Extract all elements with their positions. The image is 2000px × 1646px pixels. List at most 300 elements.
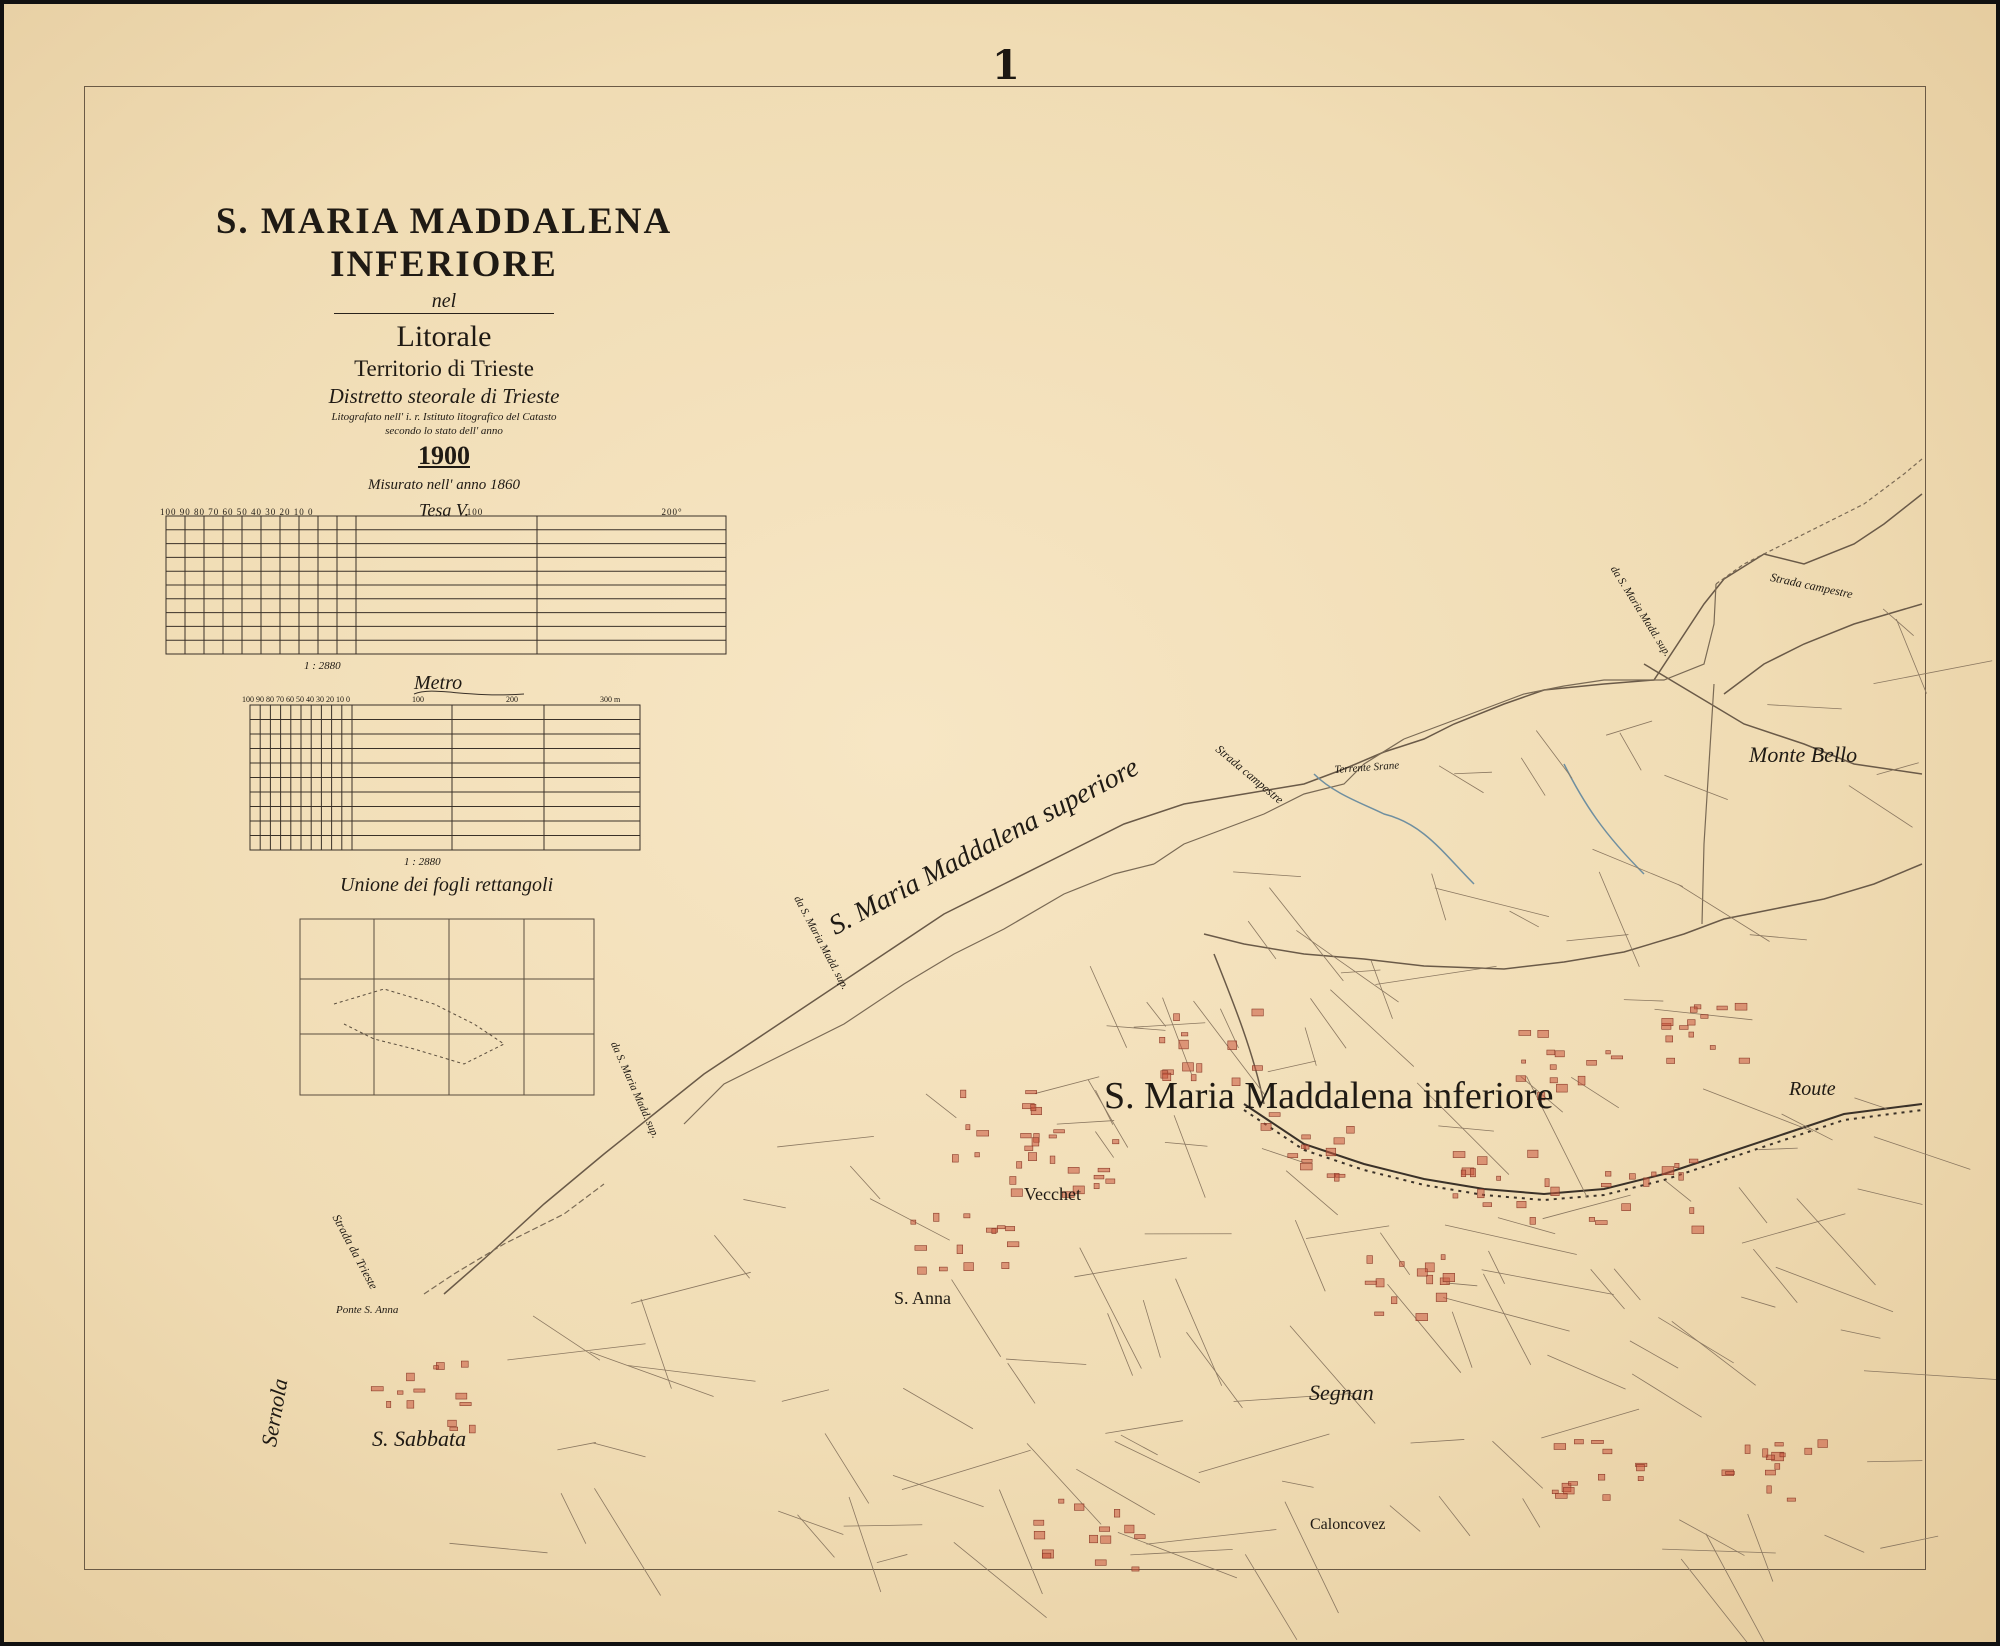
building xyxy=(957,1245,963,1254)
parcel-line xyxy=(1306,1226,1389,1239)
parcel-line xyxy=(798,1515,835,1558)
place-s-anna: S. Anna xyxy=(894,1288,952,1308)
parcel-line xyxy=(825,1433,869,1503)
road-to-sup-1: da S. Maria Madd. sup. xyxy=(1607,564,1674,659)
parcel-line xyxy=(1488,1251,1504,1284)
building xyxy=(939,1267,947,1271)
building xyxy=(1113,1140,1119,1144)
building xyxy=(960,1090,965,1098)
metro-scale-label: Metro xyxy=(414,672,463,694)
tesa-tick: 50 xyxy=(236,507,248,517)
parcel-line xyxy=(1330,990,1413,1067)
building xyxy=(1094,1183,1099,1188)
parcel-line xyxy=(1174,1115,1205,1197)
title-state-note: secondo lo stato dell' anno xyxy=(385,425,503,437)
metro-tick: 90 xyxy=(256,695,264,704)
building xyxy=(414,1389,425,1392)
parcel-line xyxy=(1521,758,1545,796)
parcel-line xyxy=(1492,1441,1542,1488)
building xyxy=(1519,1030,1531,1035)
building xyxy=(1470,1169,1475,1177)
parcel-line xyxy=(1741,1297,1775,1307)
building xyxy=(1763,1449,1768,1457)
road-strada-trieste: Strada da Trieste xyxy=(329,1212,381,1292)
road-strada-campestre-1: Strada campestre xyxy=(1769,570,1855,602)
parcel-line xyxy=(1282,1481,1314,1487)
parcel-line xyxy=(1681,1559,1757,1642)
parcel-line xyxy=(1176,1279,1222,1386)
parcel-line xyxy=(1742,1214,1845,1243)
parcel-line xyxy=(1624,1000,1663,1001)
tesa-tick: 70 xyxy=(208,507,220,517)
parcel-line xyxy=(1566,935,1628,941)
building xyxy=(1417,1269,1427,1276)
parcel-line xyxy=(1121,1435,1158,1455)
building xyxy=(1568,1482,1577,1486)
building xyxy=(1099,1527,1109,1532)
building xyxy=(1025,1146,1033,1151)
parcel-line xyxy=(1438,1126,1494,1131)
building xyxy=(1622,1204,1631,1211)
parcel-line xyxy=(1165,1142,1208,1146)
building xyxy=(1453,1194,1458,1198)
parcel-line xyxy=(631,1272,751,1303)
parcel-line xyxy=(714,1235,749,1278)
building xyxy=(1690,1208,1694,1214)
road-to-sup-2: da S. Maria Madd. sup. xyxy=(791,894,851,992)
building xyxy=(1550,1065,1556,1070)
building xyxy=(469,1425,475,1433)
building xyxy=(1578,1076,1585,1085)
building xyxy=(964,1214,970,1218)
building xyxy=(1034,1531,1045,1539)
parcel-line xyxy=(954,1542,1047,1617)
building xyxy=(1376,1279,1384,1287)
building xyxy=(1011,1189,1022,1197)
metro-tick: 80 xyxy=(266,695,274,704)
building xyxy=(1334,1138,1344,1144)
building xyxy=(1522,1060,1526,1063)
building xyxy=(1652,1172,1656,1176)
parcel-line xyxy=(1057,1121,1114,1125)
building xyxy=(1692,1226,1704,1233)
building xyxy=(1767,1486,1771,1493)
parcel-line xyxy=(1664,775,1727,799)
parcel-line xyxy=(1750,935,1807,940)
parcel-line xyxy=(561,1493,586,1543)
building xyxy=(1031,1104,1036,1110)
parcel-line xyxy=(1483,1274,1530,1365)
building xyxy=(1028,1153,1036,1161)
parcel-line xyxy=(1248,921,1276,959)
parcel-line xyxy=(1443,1297,1569,1331)
parcel-line xyxy=(743,1199,785,1207)
place-segnan: Segnan xyxy=(1309,1380,1374,1405)
parcel-line xyxy=(1027,1443,1101,1524)
building xyxy=(1074,1504,1084,1510)
metro-tick: 10 xyxy=(336,695,344,704)
parcel-line xyxy=(1390,1506,1420,1532)
building xyxy=(1302,1135,1311,1139)
building xyxy=(1662,1018,1673,1025)
parcel-line xyxy=(1739,1187,1767,1223)
building xyxy=(1477,1157,1487,1165)
parcel-line xyxy=(1630,1341,1678,1368)
tesa-tick: 20 xyxy=(279,507,291,517)
parcel-line xyxy=(1035,1077,1099,1094)
building xyxy=(1114,1509,1119,1517)
parcel-line xyxy=(1310,998,1346,1048)
tesa-tick: 100 xyxy=(466,507,484,517)
building xyxy=(1554,1444,1566,1450)
building xyxy=(1667,1058,1675,1063)
parcel-line xyxy=(1753,1249,1797,1303)
building xyxy=(1556,1084,1567,1092)
tesa-tick-labels xyxy=(160,507,683,517)
metro-tick: 100 xyxy=(412,695,424,704)
building xyxy=(1181,1033,1188,1036)
parcel-line xyxy=(533,1316,600,1360)
parcel-line xyxy=(1375,966,1496,984)
building xyxy=(992,1229,996,1234)
building xyxy=(1026,1090,1037,1093)
building xyxy=(1095,1560,1106,1565)
building xyxy=(456,1393,467,1399)
building xyxy=(1679,1173,1684,1181)
building xyxy=(933,1213,938,1221)
place-route: Route xyxy=(1789,1078,1836,1100)
building xyxy=(1017,1162,1022,1169)
building xyxy=(1032,1138,1039,1146)
parcel-line xyxy=(1268,1061,1316,1072)
metro-scale-ratio: 1 : 2880 xyxy=(404,856,441,868)
parcel-line xyxy=(1305,1027,1316,1065)
building xyxy=(1765,1470,1775,1475)
building xyxy=(1098,1168,1110,1172)
building xyxy=(1326,1148,1336,1156)
building xyxy=(1595,1221,1607,1225)
building xyxy=(1228,1041,1237,1050)
parcel-line xyxy=(1874,661,1993,684)
building xyxy=(918,1267,927,1274)
parcel-line xyxy=(1606,721,1652,735)
parcel-line xyxy=(1380,1233,1409,1275)
building xyxy=(1710,1045,1715,1049)
parcel-line xyxy=(1864,1371,1996,1380)
building xyxy=(1574,1440,1583,1444)
building xyxy=(1094,1175,1104,1179)
parcel-line xyxy=(1146,1529,1276,1544)
building xyxy=(1049,1135,1056,1138)
parcel-line xyxy=(1095,1132,1113,1158)
road-to-sup-3: da S. Maria Madd. sup. xyxy=(608,1040,662,1141)
building xyxy=(915,1246,927,1251)
place-inferiore: S. Maria Maddalena inferiore xyxy=(1104,1075,1554,1117)
building xyxy=(387,1401,391,1407)
building xyxy=(1132,1567,1139,1571)
building xyxy=(434,1366,439,1369)
building xyxy=(1304,1145,1309,1149)
parcel-line xyxy=(844,1525,923,1526)
building xyxy=(1089,1535,1097,1543)
tesa-tick: 200° xyxy=(661,507,683,517)
parcel-line xyxy=(1445,1225,1577,1254)
building xyxy=(1555,1051,1564,1057)
building xyxy=(1545,1179,1549,1187)
building xyxy=(1735,1003,1747,1010)
building xyxy=(1050,1156,1055,1163)
building xyxy=(1179,1040,1188,1049)
building xyxy=(1302,1159,1312,1162)
parcel-line xyxy=(1290,1326,1375,1424)
building xyxy=(1483,1203,1492,1207)
building xyxy=(1675,1163,1679,1167)
parcel-line xyxy=(1776,1267,1893,1311)
building xyxy=(1606,1051,1611,1054)
parcel-line xyxy=(902,1450,1031,1489)
parcel-line xyxy=(1854,1098,1886,1109)
parcel-line xyxy=(594,1488,660,1595)
building xyxy=(1662,1167,1674,1175)
parcel-line xyxy=(1435,888,1549,917)
parcel-line xyxy=(1090,966,1127,1048)
parcel-line xyxy=(1867,1461,1922,1462)
parcel-line xyxy=(1672,1321,1756,1385)
metro-tick: 60 xyxy=(286,695,294,704)
building xyxy=(1461,1170,1466,1177)
building xyxy=(1174,1014,1180,1021)
parcel-line xyxy=(557,1442,595,1449)
parcel-line xyxy=(1186,1332,1242,1408)
metro-tick: 20 xyxy=(326,695,334,704)
parcel-line xyxy=(1536,731,1572,779)
road-terrente: Terrente Srane xyxy=(1334,759,1400,776)
metro-tick: 40 xyxy=(306,695,314,704)
building xyxy=(1739,1058,1749,1063)
building xyxy=(1517,1201,1526,1207)
building xyxy=(1688,1020,1696,1025)
building xyxy=(1701,1015,1708,1019)
scale-tesa-label: Tesa V. xyxy=(418,500,470,520)
parcel-line xyxy=(778,1511,843,1534)
building xyxy=(1805,1448,1812,1454)
building xyxy=(1555,1493,1567,1498)
parcel-line xyxy=(1825,1535,1865,1552)
building xyxy=(1252,1009,1263,1016)
building xyxy=(1288,1154,1298,1158)
building xyxy=(966,1125,970,1130)
building xyxy=(1034,1520,1044,1525)
parcel-line xyxy=(926,1094,956,1118)
parcel-line xyxy=(1387,1284,1460,1372)
place-caloncovez: Caloncovez xyxy=(1310,1516,1386,1533)
parcel-line xyxy=(1874,1137,1970,1170)
building xyxy=(1261,1123,1271,1130)
building xyxy=(1125,1525,1134,1533)
title-territory: Territorio di Trieste xyxy=(354,356,534,381)
building xyxy=(461,1361,468,1367)
metro-tick-labels xyxy=(242,695,620,704)
metro-tick: 50 xyxy=(296,695,304,704)
parcel-line xyxy=(1767,705,1841,709)
building xyxy=(1441,1255,1445,1260)
tesa-tick: 0 xyxy=(308,507,314,517)
parcel-line xyxy=(507,1344,645,1360)
parcel-line xyxy=(1896,619,1926,694)
building xyxy=(1054,1130,1065,1133)
parcel-line xyxy=(1233,872,1301,877)
building xyxy=(1042,1553,1050,1558)
building xyxy=(1689,1032,1694,1037)
place-ponte-s-anna: Ponte S. Anna xyxy=(336,1304,399,1316)
building xyxy=(1252,1066,1262,1071)
parcel-line xyxy=(1523,1498,1540,1527)
parcel-line xyxy=(1006,1359,1086,1364)
building xyxy=(371,1387,383,1391)
parcel-line xyxy=(1432,874,1446,921)
map-title: S. MARIA MADDALENA INFERIORE xyxy=(215,201,673,285)
building xyxy=(1021,1133,1032,1137)
parcel-line xyxy=(1841,1330,1881,1338)
tesa-tick: 40 xyxy=(251,507,262,517)
parcel-line xyxy=(1371,960,1393,1019)
parcel-line xyxy=(1245,1554,1297,1639)
tesa-scale-grid xyxy=(166,516,726,654)
parcel-line xyxy=(1074,1258,1187,1277)
building xyxy=(1598,1474,1604,1480)
parcel-line xyxy=(999,1490,1042,1594)
roads xyxy=(424,459,1922,1294)
parcel-line xyxy=(1295,1220,1325,1291)
building xyxy=(1818,1440,1828,1448)
parcel-line xyxy=(1439,766,1483,793)
parcel-line xyxy=(903,1388,973,1429)
building xyxy=(1629,1174,1635,1180)
parcel-line xyxy=(1632,1374,1701,1417)
parcel-line xyxy=(1883,609,1914,636)
title-nel: nel xyxy=(431,290,457,312)
parcel-line xyxy=(1076,1469,1155,1515)
parcel-line xyxy=(1130,1549,1232,1554)
parcel-line xyxy=(593,1443,646,1457)
parcel-line xyxy=(1439,1496,1470,1536)
building xyxy=(1160,1037,1165,1043)
parcel-line xyxy=(1105,1421,1183,1434)
building xyxy=(1365,1281,1376,1284)
buildings xyxy=(371,1003,1827,1571)
building xyxy=(1530,1217,1536,1224)
building xyxy=(1135,1535,1146,1539)
tesa-scale-ratio: 1 : 2880 xyxy=(304,660,341,672)
parcel-line xyxy=(1880,1536,1938,1548)
building xyxy=(1367,1256,1373,1264)
title-measured: Misurato nell' anno 1860 xyxy=(368,477,520,493)
building xyxy=(406,1373,414,1381)
metro-tick: 200 xyxy=(506,695,518,704)
railway xyxy=(1244,1104,1922,1200)
building xyxy=(1528,1150,1538,1157)
building xyxy=(1183,1063,1194,1071)
building xyxy=(1436,1293,1447,1301)
building xyxy=(1002,1262,1009,1268)
building xyxy=(1726,1471,1735,1474)
parcel-line xyxy=(952,1280,1001,1357)
parcel-line xyxy=(1008,1363,1035,1403)
parcel-line xyxy=(1134,1023,1205,1027)
building xyxy=(1563,1487,1574,1494)
title-lithograph-note: Litografato nell' i. r. Istituto litografico del Catasto xyxy=(331,411,557,423)
parcel-line xyxy=(1080,1248,1142,1369)
parcel-line xyxy=(1452,1312,1472,1368)
building xyxy=(1644,1178,1650,1187)
place-vecchet: Vecchet xyxy=(1024,1184,1081,1204)
streams xyxy=(1314,764,1644,884)
parcel-line xyxy=(1758,1148,1797,1150)
building xyxy=(397,1391,403,1394)
building xyxy=(1497,1176,1501,1180)
index-map-label: Unione dei fogli rettangoli xyxy=(340,874,554,896)
building xyxy=(1006,1226,1015,1230)
parcel-line xyxy=(1510,911,1539,927)
building xyxy=(1453,1151,1465,1157)
building xyxy=(1059,1499,1064,1503)
building xyxy=(1551,1187,1559,1196)
parcel-line xyxy=(782,1390,829,1402)
building xyxy=(1478,1189,1485,1197)
building xyxy=(1745,1445,1750,1454)
building xyxy=(1717,1006,1727,1010)
survey-boundary xyxy=(444,494,1922,1294)
parcel-line xyxy=(1797,1198,1876,1284)
building xyxy=(1347,1126,1355,1133)
parcel-line xyxy=(1748,1514,1773,1582)
title-district: Distretto steorale di Trieste xyxy=(328,384,560,408)
building xyxy=(1605,1171,1611,1176)
sheet-number: 1 xyxy=(992,42,1020,89)
parcel-line xyxy=(1199,1434,1330,1473)
place-superiore: S. Maria Maddalena superiore xyxy=(824,751,1144,942)
parcel-line xyxy=(628,1365,756,1381)
building xyxy=(1636,1464,1644,1470)
place-sernola: Sernola xyxy=(256,1376,293,1449)
title-year: 1900 xyxy=(418,441,470,470)
tesa-tick: 10 xyxy=(293,507,305,517)
parcel-line xyxy=(1143,1300,1160,1358)
parcel-line xyxy=(1498,1218,1555,1234)
tesa-tick: 80 xyxy=(194,507,205,517)
map-sheet xyxy=(4,4,1996,1642)
building xyxy=(1638,1476,1643,1480)
tesa-tick: 30 xyxy=(265,507,277,517)
building xyxy=(1787,1498,1795,1501)
parcel-line xyxy=(1446,1283,1477,1286)
metro-tick: 70 xyxy=(276,695,284,704)
metro-tick: 30 xyxy=(316,695,324,704)
parcel-line xyxy=(1107,1026,1166,1031)
building xyxy=(1689,1159,1698,1163)
parcel-line xyxy=(1454,772,1492,774)
road-strada-campestre-2: Strada campestre xyxy=(1213,742,1287,807)
parcel-line xyxy=(1858,1189,1923,1205)
building xyxy=(1780,1453,1785,1457)
building xyxy=(1443,1273,1455,1281)
building xyxy=(1375,1312,1384,1316)
index-map xyxy=(300,919,594,1095)
parcel-line xyxy=(1849,786,1913,828)
building xyxy=(1601,1183,1611,1186)
metro-tick: 300 m xyxy=(600,695,621,704)
parcel-line xyxy=(1296,930,1398,1002)
